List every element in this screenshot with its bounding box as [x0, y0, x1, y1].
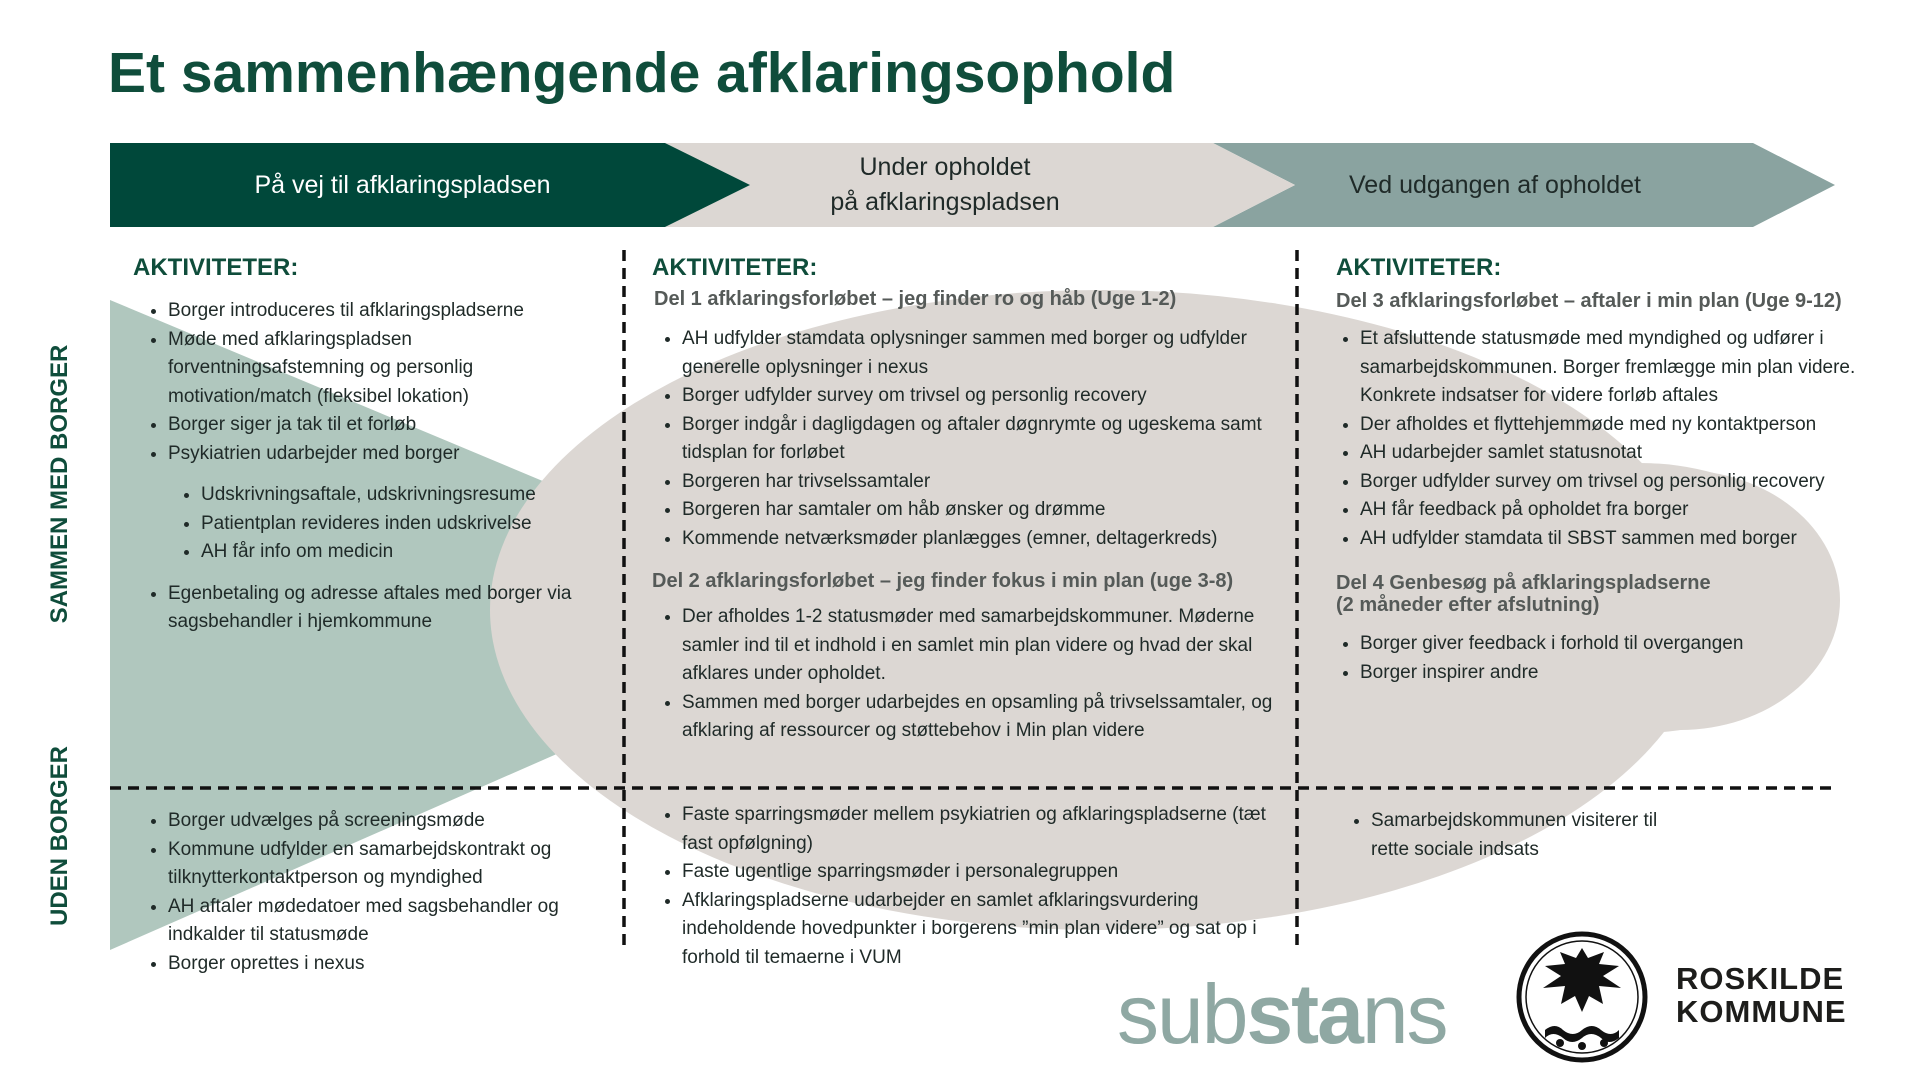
list-item: • Faste ugentlige sparringsmøder i personalegruppen — [682, 858, 1287, 887]
col2-part1 — [647, 325, 1287, 553]
list-item: • AH udfylder stamdata til SBST sammen med borger — [1360, 525, 1900, 554]
list-item: • Borgeren har trivselssamtaler — [682, 468, 1287, 497]
roskilde-logo-line1: ROSKILDE — [1676, 961, 1845, 996]
list-item: • Borgeren har samtaler om håb ønsker og drømme — [682, 496, 1287, 525]
col2-heading: AKTIVITETER: — [652, 254, 818, 281]
phase-label-2-text: Under opholdet på afklaringspladsen — [830, 153, 1060, 216]
substans-logo — [1117, 967, 1447, 1061]
list-item: • Der afholdes 1-2 statusmøder med samarbejdskommuner. Møderne samler ind til et indhold i en samlet min plan videre og hvad der skal afklares under opholdet. — [682, 603, 1287, 689]
page-title: Et sammenhængende afklaringsophold — [108, 41, 1176, 105]
phase-label-1 — [110, 143, 695, 227]
col1-heading: AKTIVITETER: — [133, 254, 299, 281]
side-label-without-citizen: UDEN BORGER — [46, 746, 73, 927]
roskilde-logo-line2: KOMMUNE — [1676, 994, 1847, 1029]
list-item: • Der afholdes et flyttehjemmøde med ny kontaktperson — [1360, 411, 1900, 440]
list-item: • Samarbejdskommunen visiterer til rette sociale indsats — [1371, 807, 1696, 864]
list-item: • Borger udfylder survey om trivsel og personlig recovery — [682, 382, 1287, 411]
list-item: • Kommende netværksmøder planlægges (emner, deltagerkreds) — [682, 525, 1287, 554]
col2-without-list — [647, 801, 1287, 972]
list-item: • Borger introduceres til afklaringspladserne — [168, 297, 608, 326]
col3-heading: AKTIVITETER: — [1336, 254, 1502, 281]
phase-label-3 — [1240, 143, 1750, 227]
col1-without-section — [133, 807, 608, 978]
list-item: • AH udarbejder samlet statusnotat — [1360, 439, 1900, 468]
col2-list1 — [647, 325, 1287, 553]
list-item: • Borger giver feedback i forhold til overgangen — [1360, 630, 1885, 659]
roskilde-seal-icon — [1519, 934, 1645, 1060]
list-item: • Borger udfylder survey om trivsel og personlig recovery — [1360, 468, 1900, 497]
col2-sub2: Del 2 afklaringsforløbet – jeg finder fokus i min plan (uge 3-8) — [652, 570, 1234, 592]
substans-logo-part3: ns — [1361, 967, 1447, 1061]
list-item: • AH får feedback på opholdet fra borger — [1360, 496, 1900, 525]
col1-after-list — [133, 580, 608, 637]
col3-part4 — [1325, 630, 1885, 687]
list-item: • Møde med afklaringspladsen forventningsafstemning og personlig motivation/match (fleksibel lokation) — [168, 326, 608, 412]
col3-list4 — [1325, 630, 1885, 687]
list-item: • AH udfylder stamdata oplysninger sammen med borger og udfylder generelle oplysninger i nexus — [682, 325, 1287, 382]
list-item: • Psykiatrien udarbejder med borger — [168, 440, 608, 469]
list-item: • Afklaringspladserne udarbejder en samlet afklaringsvurdering indeholdende hovedpunkter i borgerens ”min plan videre” og sat op i forhold til temaerne i VUM — [682, 887, 1287, 973]
substans-logo-part2: sta — [1246, 967, 1362, 1061]
list-item: • Kommune udfylder en samarbejdskontrakt og tilknytterkontaktperson og myndighed — [168, 836, 608, 893]
col2-sub1: Del 1 afklaringsforløbet – jeg finder ro og håb (Uge 1-2) — [654, 288, 1177, 310]
col3-list3 — [1325, 325, 1900, 553]
side-label-with-citizen: SAMMEN MED BORGER — [46, 344, 73, 624]
phase-label-1-text: På vej til afklaringspladsen — [254, 170, 551, 199]
list-item: • Faste sparringsmøder mellem psykiatrien og afklaringspladserne (tæt fast opfølgning) — [682, 801, 1287, 858]
col1-sub-list — [133, 481, 608, 567]
list-item: • Patientplan revideres inden udskrivelse — [201, 510, 608, 539]
list-item: • Borger oprettes i nexus — [168, 950, 608, 979]
col2-list2 — [647, 603, 1287, 746]
list-item: • Udskrivningsaftale, udskrivningsresume — [201, 481, 608, 510]
col3-part3 — [1325, 325, 1900, 553]
col1-with-section — [133, 297, 608, 637]
list-item: • Borger udvælges på screeningsmøde — [168, 807, 608, 836]
substans-logo-part1: sub — [1117, 967, 1247, 1061]
phase-label-2 — [700, 143, 1190, 227]
col1-without-list — [133, 807, 608, 978]
col3-without-list — [1336, 807, 1696, 864]
col3-sub3: Del 3 afklaringsforløbet – aftaler i min plan (Uge 9-12) — [1336, 290, 1842, 312]
list-item: • Borger inspirer andre — [1360, 659, 1885, 688]
col3-without-section — [1336, 807, 1696, 864]
col2-part2 — [647, 603, 1287, 746]
list-item: • AH får info om medicin — [201, 538, 608, 567]
col3-sub4: Del 4 Genbesøg på afklaringspladserne (2 måneder efter afslutning) — [1336, 572, 1711, 616]
list-item: • Egenbetaling og adresse aftales med borger via sagsbehandler i hjemkommune — [168, 580, 608, 637]
list-item: • Borger siger ja tak til et forløb — [168, 411, 608, 440]
list-item: • Borger indgår i dagligdagen og aftaler døgnrymte og ugeskema samt tidsplan for forløbet — [682, 411, 1287, 468]
list-item: • AH aftaler mødedatoer med sagsbehandler og indkalder til statusmøde — [168, 893, 608, 950]
col2-without-section — [647, 801, 1287, 972]
col1-with-list — [133, 297, 608, 468]
roskilde-kommune-logo — [1676, 962, 1847, 1028]
list-item: • Sammen med borger udarbejdes en opsamling på trivselssamtaler, og afklaring af ressourcer og støttebehov i Min plan videre — [682, 689, 1287, 746]
phase-label-3-text: Ved udgangen af opholdet — [1349, 170, 1641, 199]
list-item: • Et afsluttende statusmøde med myndighed og udfører i samarbejdskommunen. Borger fremlægge min plan videre. Konkrete indsatser for videre forløb aftales — [1360, 325, 1900, 411]
